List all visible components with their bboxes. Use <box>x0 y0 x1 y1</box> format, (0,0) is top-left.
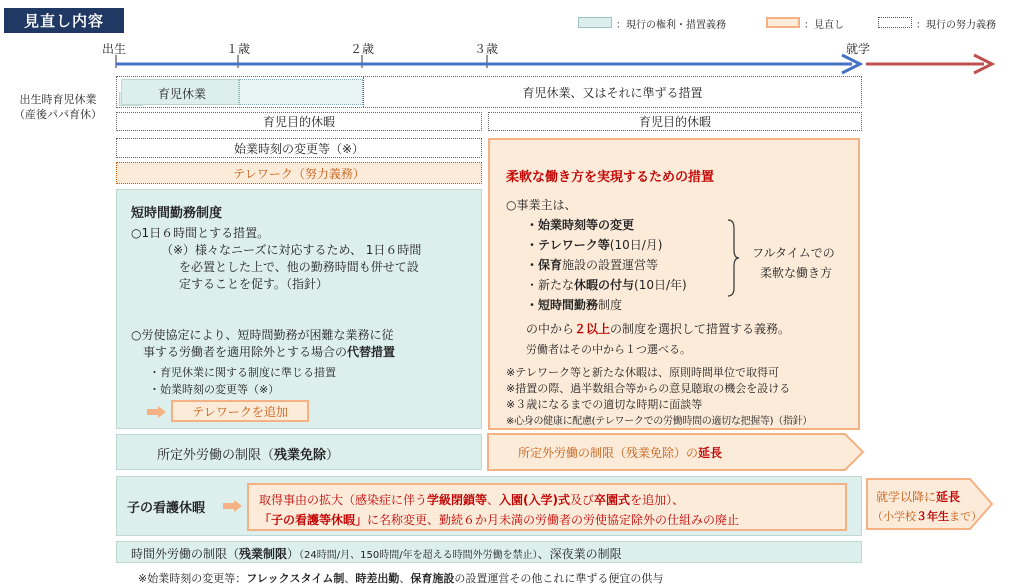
add-telework-box <box>171 400 309 422</box>
start-time-change <box>116 138 482 158</box>
footnote-m1: 、 <box>344 572 356 585</box>
sick-ext2-bold: ３年生 <box>916 510 949 523</box>
flexible-side2: 柔軟な働き方 <box>760 266 833 280</box>
flexible-item1: ・始業時刻等の変更 <box>526 218 635 232</box>
short-hours-b1: ・育児休業に関する制度に準じる措置 <box>149 366 336 379</box>
purpose-leave-left <box>116 112 482 131</box>
overtime-left-pre: 所定外労働の制限（ <box>157 448 275 463</box>
footnote-b3: 保育施設 <box>410 572 455 585</box>
row-childcare-leave <box>116 76 862 108</box>
paternity-leave-line1: 出生時育児休業 <box>19 93 97 106</box>
flexible-item3-bold: ・保育 <box>526 258 563 272</box>
footnote-post: の設置運営その他これに準ずる便宜の供与 <box>454 572 664 585</box>
sick-l1-b3: 卒園式 <box>594 493 631 507</box>
telework-effort-label: テレワーク（努力義務） <box>233 166 365 181</box>
flexible-choose-pre: の中から <box>526 322 575 336</box>
footnote <box>138 570 663 586</box>
sick-leave-heading: 子の看護休暇 <box>127 501 206 516</box>
flexible-item2-rest: (10日/月) <box>609 238 663 252</box>
sick-l1-post: を追加）、 <box>630 493 685 507</box>
flexible-note1: ※テレワーク等と新たな休暇は、原則時間単位で取得可 <box>506 366 779 379</box>
paternity-leave-line2: （産後パパ育休） <box>14 108 102 121</box>
sick-leave-line2 <box>259 511 739 528</box>
sick-l2-bold: 「子の看護等休暇」 <box>259 513 368 527</box>
sick-ext1-pre: 就学以降に <box>876 490 937 504</box>
overtime-left-bold: 残業免除 <box>274 448 327 463</box>
childcare-leave-or-measure-label: 育児休業、又はそれに準ずる措置 <box>522 85 703 100</box>
legend-effort-label: ：現行の努力義務 <box>916 20 996 31</box>
sick-ext2-pre: （小学校 <box>872 510 916 523</box>
bottom-small: （24時間/月、150時間/年を超える時間外労働を禁止） <box>299 550 538 561</box>
flexible-side1: フルタイムでの <box>752 246 835 260</box>
flexible-work-box <box>488 138 860 430</box>
timeline-age1: １歳 <box>226 42 251 56</box>
overtime-limit-text <box>131 545 622 562</box>
flexible-item5 <box>526 296 622 313</box>
flexible-item3-rest: 施設の設置運営等 <box>562 258 659 272</box>
start-time-change-label: 始業時刻の変更等（※） <box>233 141 365 156</box>
sick-l1-pre: 取得事由の拡大（感染症に伴う <box>259 493 428 507</box>
short-hours-p2a: （※）様々なニーズに対応するため、 1日６時間 <box>161 243 422 257</box>
childcare-leave-or-measure <box>363 77 861 107</box>
flexible-item4-rest: (10日/年) <box>634 278 687 292</box>
short-hours-p2b: を必置とした上で、他の勤務時間も併せて設 <box>179 260 419 274</box>
short-hours-p3b-bold: 代替措置 <box>347 345 396 359</box>
sick-l1-m1: 、 <box>487 493 500 507</box>
sick-ext-line2 <box>872 508 982 524</box>
timeline-age3: ３歳 <box>474 42 499 56</box>
sick-l2-rest: に名称変更、勤続６か月未満の労働者の労使協定除外の仕組みの廃止 <box>367 513 740 527</box>
flexible-choose-red: ２以上 <box>574 322 611 336</box>
footnote-pre: ※始業時刻の変更等： <box>138 572 247 585</box>
flexible-item3 <box>526 256 658 273</box>
add-telework-arrow-icon <box>147 406 167 418</box>
flexible-employer: ○事業主は、 <box>506 198 577 212</box>
overtime-exemption-left <box>116 434 482 470</box>
childcare-leave-box <box>121 79 239 105</box>
flexible-note3: ※３歳になるまでの適切な時期に面談等 <box>506 398 703 411</box>
page-title-text: 見直し内容 <box>23 12 104 30</box>
short-hours-p3b: 事する労働者を適用除外とする場合の <box>143 345 348 359</box>
bottom-pre: 時間外労働の制限（ <box>131 547 240 561</box>
add-telework-label: テレワークを追加 <box>192 404 288 419</box>
flexible-choose <box>526 320 790 337</box>
legend-current-label: ：現行の権利・措置義務 <box>616 20 726 31</box>
short-hours-p2c: 定することを促す。（指針） <box>179 277 329 291</box>
bottom-bold: 残業制限 <box>239 547 288 561</box>
paternity-leave-note <box>8 92 108 122</box>
sick-leave-revised-box <box>247 483 847 531</box>
purpose-leave-right <box>488 112 862 131</box>
flexible-note4: ※心身の健康に配慮(テレワークでの労働時間の適切な把握等)（指針） <box>506 416 813 427</box>
childcare-leave-label: 育児休業 <box>158 87 207 101</box>
childcare-leave-extension <box>239 79 363 105</box>
overtime-exemption-left-text <box>157 444 339 463</box>
flexible-item4 <box>526 276 687 293</box>
flexible-item2 <box>526 236 662 253</box>
short-hours-b2: ・始業時刻の変更等（※） <box>149 383 280 396</box>
timeline-birth: 出生 <box>102 42 127 56</box>
flexible-brace-icon <box>726 218 740 298</box>
purpose-leave-left-label: 育児目的休暇 <box>262 115 335 129</box>
footnote-b2: 時差出勤 <box>355 572 400 585</box>
flexible-item5-rest: 制度 <box>598 298 623 312</box>
timeline-age2: ２歳 <box>350 42 375 56</box>
overtime-right-red: 延長 <box>698 446 723 460</box>
telework-effort <box>116 162 482 184</box>
overtime-extension-text <box>518 444 722 461</box>
flexible-heading: 柔軟な働き方を実現するための措置 <box>506 170 715 185</box>
sick-leave-line1 <box>259 491 684 508</box>
overtime-limit-box <box>116 541 862 563</box>
sick-l1-m2: 及び <box>570 493 595 507</box>
bottom-post: ） <box>287 547 300 561</box>
sick-l1-b2: 入園(入学)式 <box>499 493 571 507</box>
short-hours-p3b-line <box>143 343 395 360</box>
timeline-school: 就学 <box>846 42 871 56</box>
short-hours-p3a: ○労使協定により、短時間勤務が困難な業務に従 <box>131 328 394 342</box>
purpose-leave-right-label: 育児目的休暇 <box>638 115 711 129</box>
flexible-item5-bold: ・短時間勤務 <box>526 298 599 312</box>
flexible-item2-bold: ・テレワーク等 <box>526 238 610 252</box>
flexible-choose-post: の制度を選択して措置する義務。 <box>610 322 791 336</box>
sick-ext2-post: まで） <box>949 510 982 523</box>
legend-revised-label: ：見直し <box>804 20 844 31</box>
flexible-note2: ※措置の際、過半数組合等からの意見聴取の機会を設ける <box>506 382 791 395</box>
sick-leave-arrow-icon <box>223 500 243 512</box>
overtime-left-post: ） <box>326 448 340 463</box>
flexible-item4-pre: ・新たな <box>526 278 575 292</box>
short-hours-box <box>116 189 482 429</box>
sick-leave-box <box>116 476 862 536</box>
flexible-worker: 労働者はその中から１つ選べる。 <box>526 343 691 356</box>
short-hours-p1: ○1日６時間とする措置。 <box>131 226 270 240</box>
sick-ext-line1 <box>876 488 960 505</box>
bottom-rest: 、深夜業の制限 <box>537 547 622 561</box>
sick-l1-b1: 学級閉鎖等 <box>427 493 488 507</box>
flexible-item4-bold: 休暇の付与 <box>574 278 635 292</box>
overtime-right-pre: 所定外労働の制限（残業免除）の <box>518 446 699 460</box>
sick-ext1-red: 延長 <box>936 490 961 504</box>
footnote-b1: フレックスタイム制 <box>246 572 345 585</box>
short-hours-heading: 短時間勤務制度 <box>131 206 223 221</box>
footnote-m2: 、 <box>399 572 411 585</box>
